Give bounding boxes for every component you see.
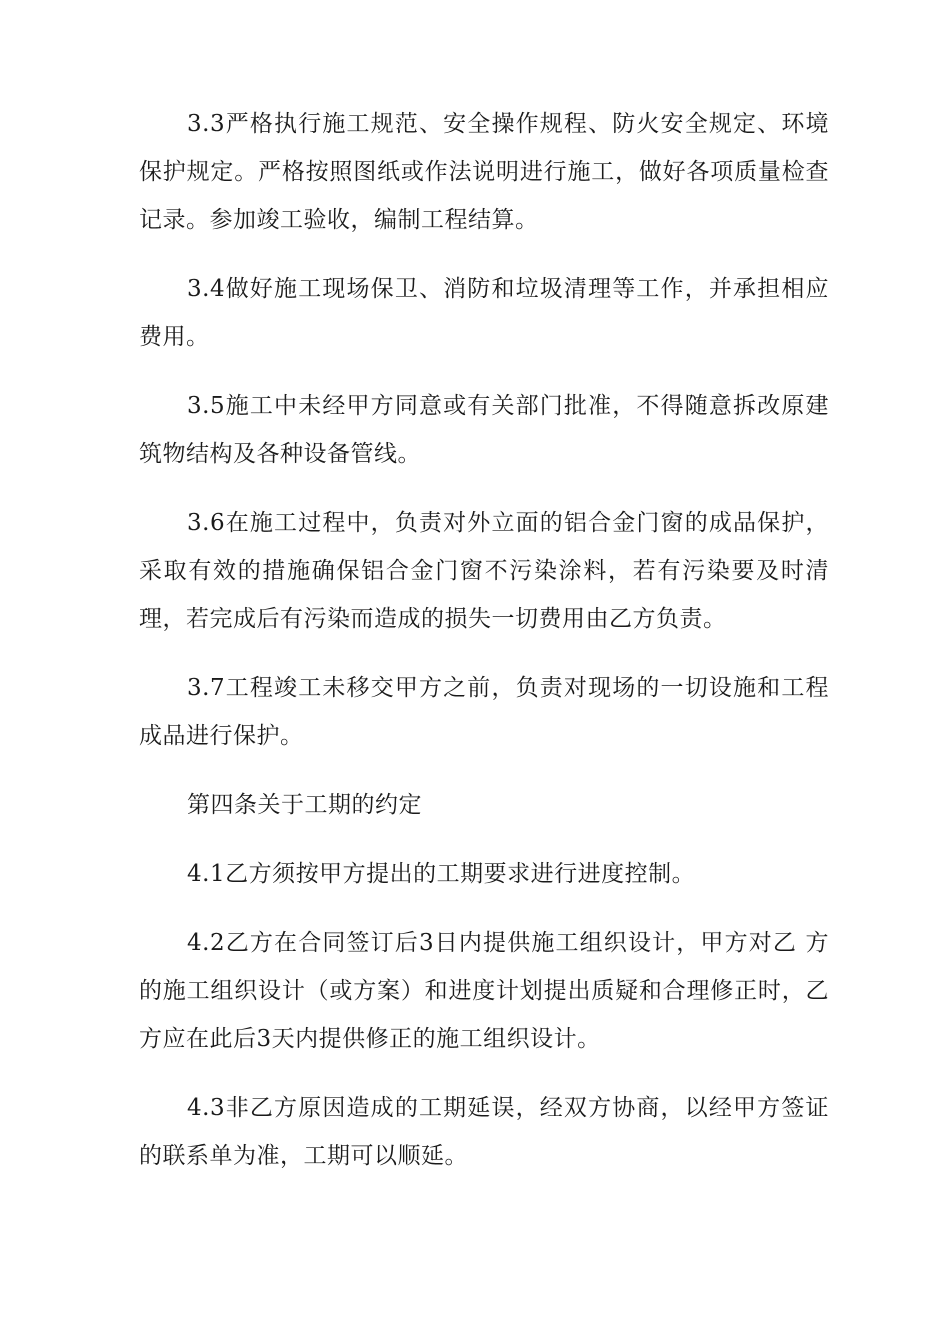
clause-4-1: 4.1乙方须按甲方提出的工期要求进行进度控制。 [187, 861, 696, 887]
clause-4-2: 4.2乙方在合同签订后3日内提供施工组织设计，甲方对乙 方的施工组织设计（或方案）和进度计划提出质疑和合理修正时，乙方应在此后3天内提供修正的施工组织设计。 [139, 930, 829, 1052]
clause-3-6: 3.6在施工过程中，负责对外立面的铝合金门窗的成品保护，采取有效的措施确保铝合金门窗不污染涂料，若有污染要及时清理，若完成后有污染而造成的损失一切费用由乙方负责。 [139, 510, 829, 632]
article-4-heading: 第四条关于工期的约定 [187, 792, 422, 818]
clause-3-7: 3.7工程竣工未移交甲方之前，负责对现场的一切设施和工程成品进行保护。 [139, 675, 829, 749]
document-body [139, 100, 829, 1201]
clause-3-4: 3.4做好施工现场保卫、消防和垃圾清理等工作，并承担相应费用。 [139, 276, 829, 350]
clause-3-3: 3.3严格执行施工规范、安全操作规程、防火安全规定、环境保护规定。严格按照图纸或作法说明进行施工，做好各项质量检查记录。参加竣工验收，编制工程结算。 [139, 111, 829, 233]
clause-3-5: 3.5施工中未经甲方同意或有关部门批准，不得随意拆改原建筑物结构及各种设备管线。 [139, 393, 829, 467]
clause-4-3: 4.3非乙方原因造成的工期延误，经双方协商，以经甲方签证的联系单为准，工期可以顺延。 [139, 1095, 829, 1169]
